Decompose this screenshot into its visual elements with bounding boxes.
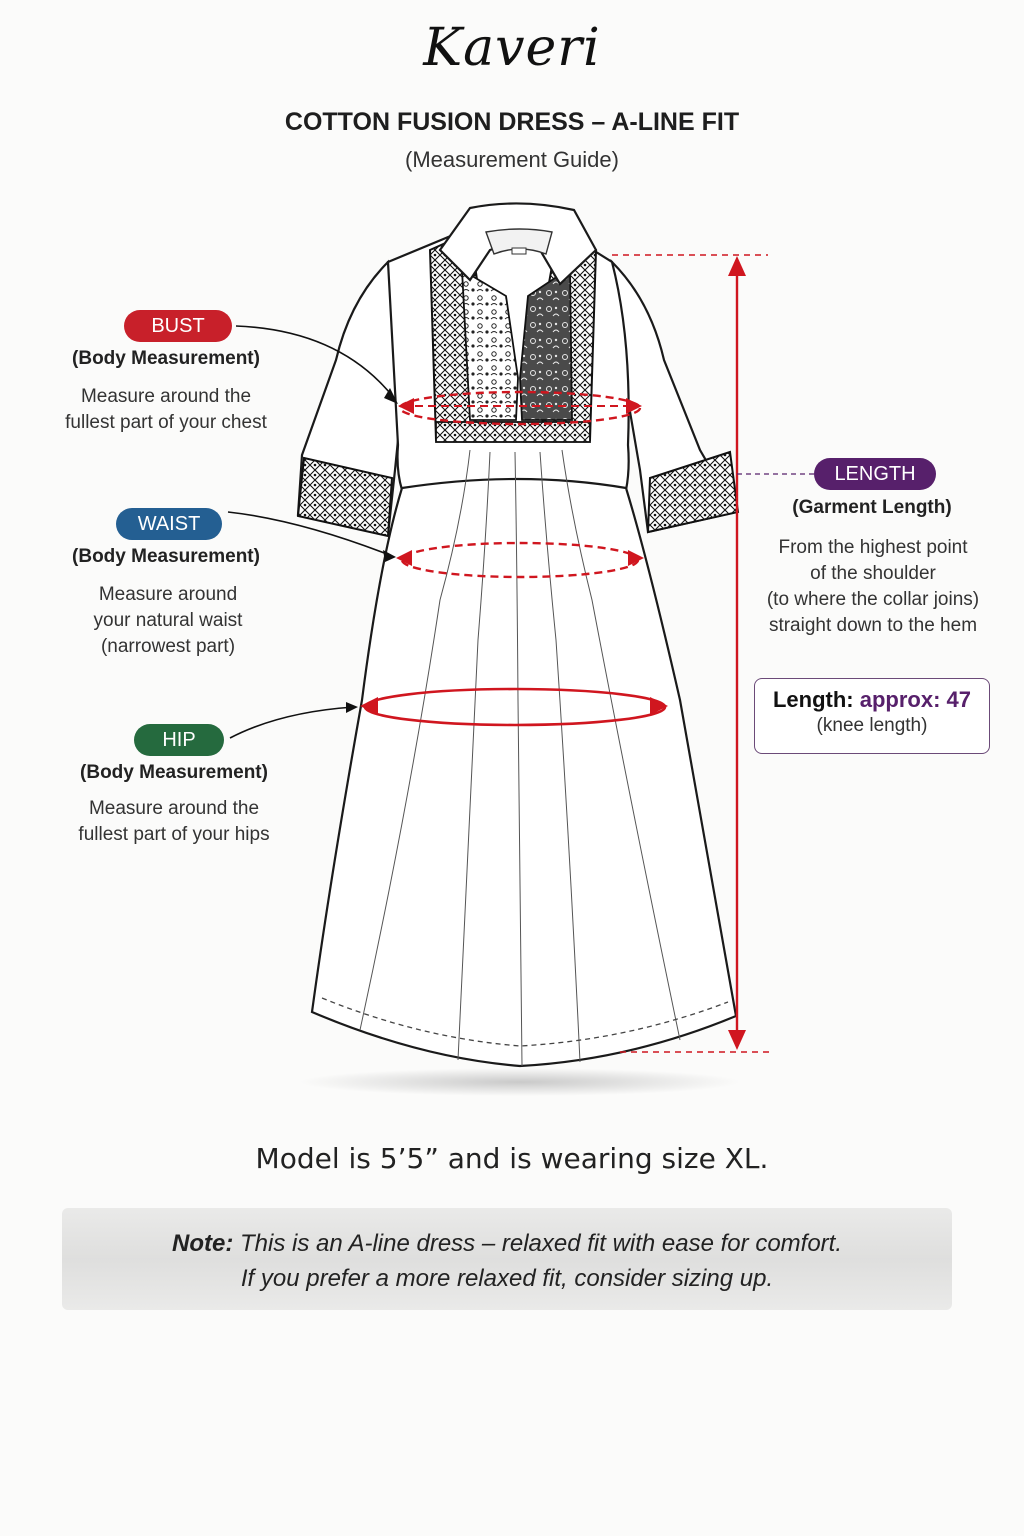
note-background <box>62 1208 952 1310</box>
length-desc-1: From the highest point <box>778 537 968 558</box>
note-label: Note: <box>171 1230 234 1257</box>
note-text-1: This is an A-line dress – relaxed fit with ease for comfort. <box>239 1230 842 1257</box>
length-desc-2: of the shoulder <box>810 563 936 584</box>
model-info: Model is 5’5” and is wearing size XL. <box>255 1142 769 1175</box>
note-line-1 <box>62 1230 952 1258</box>
waist-type: (Body Measurement) <box>72 546 260 567</box>
length-type: (Garment Length) <box>792 497 952 518</box>
page-subtitle: (Measurement Guide) <box>405 147 619 172</box>
waist-tag: WAIST <box>116 508 222 540</box>
length-desc-3: (to where the collar joins) <box>766 589 980 610</box>
bust-desc-1: Measure around the <box>80 386 252 407</box>
bust-desc-2: fullest part of your chest <box>65 412 267 433</box>
length-tag: LENGTH <box>814 458 936 490</box>
page-title: COTTON FUSION DRESS – A-LINE FIT <box>284 108 740 136</box>
hip-type: (Body Measurement) <box>80 762 268 783</box>
hip-desc-2: fullest part of your hips <box>78 824 270 845</box>
brand-logo: Kaveri <box>423 18 601 78</box>
length-desc-4: straight down to the hem <box>768 615 978 636</box>
waist-desc-3: (narrowest part) <box>100 636 236 657</box>
waist-desc-1: Measure around <box>98 584 238 605</box>
length-value-box <box>754 678 990 754</box>
bust-tag: BUST <box>124 310 232 342</box>
length-box-value: approx: 47 <box>859 687 972 712</box>
skirt <box>312 479 736 1066</box>
note-text-2: If you prefer a more relaxed fit, consider sizing up. <box>240 1265 774 1292</box>
hip-desc-1: Measure around the <box>88 798 260 819</box>
length-box-note: (knee length) <box>816 715 928 736</box>
waist-desc-2: your natural waist <box>93 610 243 631</box>
length-box-label: Length: <box>772 687 854 712</box>
bust-type: (Body Measurement) <box>72 348 260 369</box>
hip-tag: HIP <box>134 724 224 756</box>
